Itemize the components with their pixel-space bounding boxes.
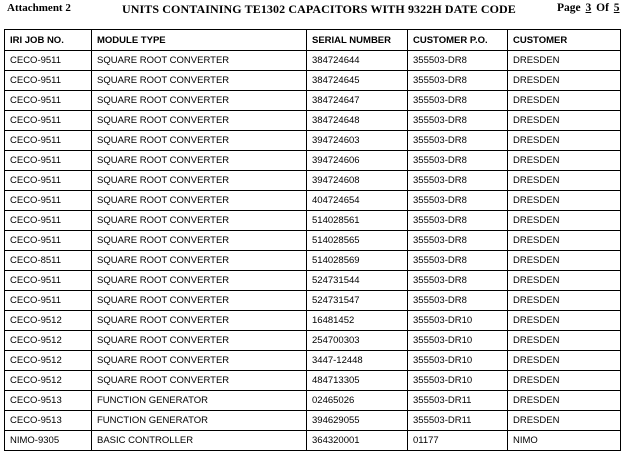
customer-po-cell: 355503-DR8 [408,131,508,151]
job-number-cell: CECO-9511 [5,91,92,111]
table-row [5,291,621,311]
serial-number-cell: 364320001 [307,431,408,451]
table-row [5,91,621,111]
customer-cell: DRESDEN [508,291,621,311]
page-total: 5 [613,2,620,14]
customer-cell: DRESDEN [508,51,621,71]
module-type-cell: SQUARE ROOT CONVERTER [92,211,307,231]
customer-po-cell: 355503-DR10 [408,371,508,391]
customer-cell: DRESDEN [508,151,621,171]
job-number-cell: CECO-9511 [5,71,92,91]
table-row [5,311,621,331]
page-of: Of [596,2,609,14]
table-row [5,391,621,411]
job-number-cell: CECO-9512 [5,371,92,391]
column-header: MODULE TYPE [92,30,307,51]
serial-number-cell: 384724645 [307,71,408,91]
table-row [5,171,621,191]
column-header: SERIAL NUMBER [307,30,408,51]
customer-po-cell: 355503-DR8 [408,291,508,311]
customer-po-cell: 355503-DR8 [408,251,508,271]
customer-po-cell: 355503-DR8 [408,91,508,111]
customer-po-cell: 355503-DR10 [408,331,508,351]
serial-number-cell: 484713305 [307,371,408,391]
customer-cell: DRESDEN [508,391,621,411]
module-type-cell: SQUARE ROOT CONVERTER [92,311,307,331]
job-number-cell: CECO-9511 [5,171,92,191]
serial-number-cell: 514028569 [307,251,408,271]
serial-number-cell: 16481452 [307,311,408,331]
job-number-cell: CECO-9512 [5,311,92,331]
document-title: UNITS CONTAINING TE1302 CAPACITORS WITH 9322H DATE CODE [122,2,516,16]
table-row [5,231,621,251]
customer-po-cell: 355503-DR10 [408,351,508,371]
module-type-cell: SQUARE ROOT CONVERTER [92,111,307,131]
customer-cell: DRESDEN [508,171,621,191]
page-prefix: Page [557,2,581,14]
table-row [5,131,621,151]
job-number-cell: CECO-9513 [5,411,92,431]
table-row [5,111,621,131]
page-current: 3 [585,2,592,14]
table-header-row [5,30,621,51]
module-type-cell: SQUARE ROOT CONVERTER [92,71,307,91]
customer-po-cell: 355503-DR11 [408,391,508,411]
units-table [4,29,621,451]
customer-cell: DRESDEN [508,211,621,231]
column-header: CUSTOMER P.O. [408,30,508,51]
job-number-cell: CECO-9511 [5,231,92,251]
job-number-cell: CECO-9512 [5,331,92,351]
serial-number-cell: 394724603 [307,131,408,151]
customer-po-cell: 01177 [408,431,508,451]
customer-cell: DRESDEN [508,411,621,431]
table-row [5,211,621,231]
customer-cell: DRESDEN [508,191,621,211]
serial-number-cell: 524731544 [307,271,408,291]
table-row [5,251,621,271]
module-type-cell: SQUARE ROOT CONVERTER [92,371,307,391]
module-type-cell: SQUARE ROOT CONVERTER [92,351,307,371]
customer-cell: DRESDEN [508,231,621,251]
customer-cell: DRESDEN [508,351,621,371]
customer-po-cell: 355503-DR8 [408,51,508,71]
module-type-cell: SQUARE ROOT CONVERTER [92,191,307,211]
customer-po-cell: 355503-DR8 [408,231,508,251]
job-number-cell: CECO-9511 [5,291,92,311]
table-row [5,351,621,371]
column-header: IRI JOB NO. [5,30,92,51]
serial-number-cell: 394724606 [307,151,408,171]
customer-cell: DRESDEN [508,111,621,131]
job-number-cell: CECO-9511 [5,111,92,131]
customer-po-cell: 355503-DR8 [408,211,508,231]
serial-number-cell: 514028561 [307,211,408,231]
module-type-cell: SQUARE ROOT CONVERTER [92,171,307,191]
attachment-label: Attachment 2 [7,2,71,14]
customer-cell: DRESDEN [508,331,621,351]
module-type-cell: SQUARE ROOT CONVERTER [92,291,307,311]
customer-po-cell: 355503-DR10 [408,311,508,331]
module-type-cell: SQUARE ROOT CONVERTER [92,131,307,151]
serial-number-cell: 254700303 [307,331,408,351]
serial-number-cell: 384724648 [307,111,408,131]
customer-po-cell: 355503-DR8 [408,271,508,291]
table-row [5,271,621,291]
table-row [5,191,621,211]
customer-cell: DRESDEN [508,371,621,391]
module-type-cell: SQUARE ROOT CONVERTER [92,231,307,251]
customer-po-cell: 355503-DR11 [408,411,508,431]
column-header: CUSTOMER [508,30,621,51]
module-type-cell: SQUARE ROOT CONVERTER [92,251,307,271]
table-row [5,71,621,91]
table-row [5,431,621,451]
job-number-cell: CECO-9513 [5,391,92,411]
job-number-cell: NIMO-9305 [5,431,92,451]
serial-number-cell: 514028565 [307,231,408,251]
job-number-cell: CECO-9512 [5,351,92,371]
job-number-cell: CECO-9511 [5,51,92,71]
job-number-cell: CECO-9511 [5,131,92,151]
serial-number-cell: 524731547 [307,291,408,311]
serial-number-cell: 394724608 [307,171,408,191]
customer-po-cell: 355503-DR8 [408,171,508,191]
module-type-cell: BASIC CONTROLLER [92,431,307,451]
table-row [5,331,621,351]
table-row [5,411,621,431]
table-row [5,151,621,171]
customer-po-cell: 355503-DR8 [408,111,508,131]
serial-number-cell: 394629055 [307,411,408,431]
module-type-cell: SQUARE ROOT CONVERTER [92,151,307,171]
table-row [5,51,621,71]
module-type-cell: FUNCTION GENERATOR [92,411,307,431]
customer-cell: DRESDEN [508,91,621,111]
table-body [5,51,621,451]
module-type-cell: FUNCTION GENERATOR [92,391,307,411]
customer-po-cell: 355503-DR8 [408,71,508,91]
serial-number-cell: 404724654 [307,191,408,211]
job-number-cell: CECO-9511 [5,271,92,291]
job-number-cell: CECO-9511 [5,191,92,211]
page-indicator [557,2,622,14]
module-type-cell: SQUARE ROOT CONVERTER [92,271,307,291]
serial-number-cell: 02465026 [307,391,408,411]
customer-cell: DRESDEN [508,131,621,151]
job-number-cell: CECO-8511 [5,251,92,271]
serial-number-cell: 384724647 [307,91,408,111]
table-row [5,371,621,391]
job-number-cell: CECO-9511 [5,211,92,231]
serial-number-cell: 384724644 [307,51,408,71]
customer-cell: DRESDEN [508,71,621,91]
serial-number-cell: 3447-12448 [307,351,408,371]
customer-cell: DRESDEN [508,311,621,331]
job-number-cell: CECO-9511 [5,151,92,171]
customer-po-cell: 355503-DR8 [408,191,508,211]
customer-cell: NIMO [508,431,621,451]
customer-po-cell: 355503-DR8 [408,151,508,171]
customer-cell: DRESDEN [508,271,621,291]
page-header [0,2,623,20]
module-type-cell: SQUARE ROOT CONVERTER [92,331,307,351]
module-type-cell: SQUARE ROOT CONVERTER [92,91,307,111]
customer-cell: DRESDEN [508,251,621,271]
module-type-cell: SQUARE ROOT CONVERTER [92,51,307,71]
